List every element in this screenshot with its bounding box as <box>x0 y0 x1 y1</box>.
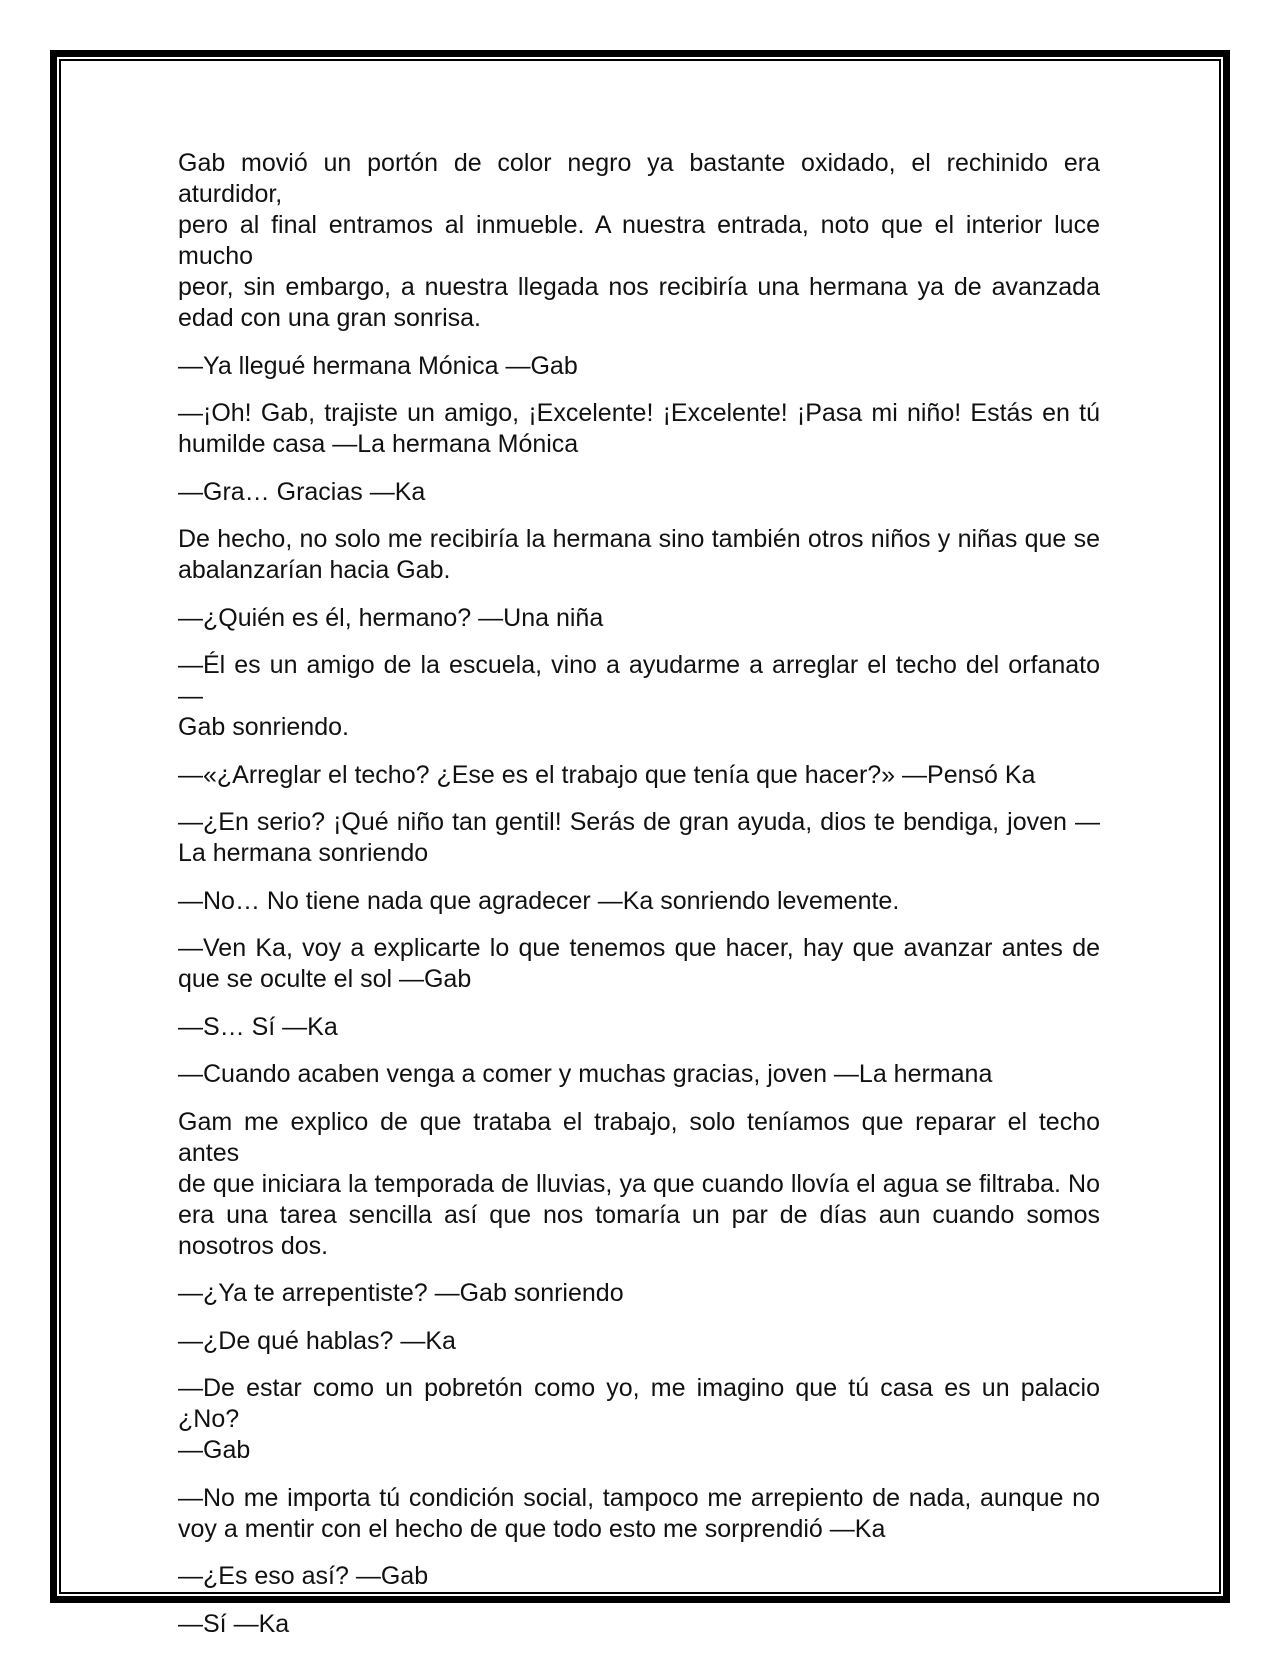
document-body <box>178 148 1100 1656</box>
paragraph <box>178 886 1100 917</box>
text-line: —Él es un amigo de la escuela, vino a ayudarme a arreglar el techo del orfanato — <box>178 651 1100 710</box>
text-line: nosotros dos. <box>178 1231 329 1260</box>
paragraph <box>178 1012 1100 1043</box>
text-line: Gam me explico de que trataba el trabajo, solo teníamos que reparar el techo antes <box>178 1107 1100 1167</box>
text-line: —¿Quién es él, hermano? —Una niña <box>178 603 604 632</box>
paragraph <box>178 1107 1100 1262</box>
text-line: —Cuando acaben venga a comer y muchas gracias, joven —La hermana <box>178 1060 993 1088</box>
paragraph <box>178 1373 1100 1466</box>
paragraph <box>178 807 1100 869</box>
text-line: —No me importa tú condición social, tampoco me arrepiento de nada, aunque no <box>178 1483 1100 1512</box>
text-line: —¿De qué hablas? —Ka <box>178 1326 456 1355</box>
paragraph <box>178 477 1100 508</box>
text-line: —S… Sí —Ka <box>178 1012 338 1041</box>
text-line: De hecho, no solo me recibiría la hermana sino también otros niños y niñas que se <box>178 525 1100 553</box>
text-line: peor, sin embargo, a nuestra llegada nos recibiría una hermana ya de avanzada <box>178 273 1100 301</box>
text-line: que se oculte el sol —Gab <box>178 965 472 993</box>
paragraph <box>178 1278 1100 1309</box>
paragraph <box>178 650 1100 743</box>
paragraph <box>178 1609 1100 1640</box>
text-line: humilde casa —La hermana Mónica <box>178 430 579 458</box>
paragraph <box>178 933 1100 995</box>
text-line: voy a mentir con el hecho de que todo esto me sorprendió —Ka <box>178 1514 886 1543</box>
paragraph <box>178 603 1100 634</box>
text-line: —¿Ya te arrepentiste? —Gab sonriendo <box>178 1279 624 1307</box>
text-line: Gab sonriendo. <box>178 713 349 741</box>
text-line: —¿En serio? ¡Qué niño tan gentil! Serás de gran ayuda, dios te bendiga, joven — <box>178 808 1100 836</box>
paragraph <box>178 1561 1100 1592</box>
paragraph <box>178 1059 1100 1090</box>
paragraph <box>178 524 1100 586</box>
text-line: —Sí —Ka <box>178 1609 290 1638</box>
text-line: edad con una gran sonrisa. <box>178 304 481 332</box>
text-line: pero al final entramos al inmueble. A nuestra entrada, noto que el interior luce mucho <box>178 211 1100 270</box>
paragraph <box>178 1326 1100 1357</box>
paragraph <box>178 148 1100 334</box>
text-line: —«¿Arreglar el techo? ¿Ese es el trabajo que tenía que hacer?» —Pensó Ka <box>178 760 1036 789</box>
text-line: era una tarea sencilla así que nos tomaría un par de días aun cuando somos <box>178 1200 1100 1229</box>
paragraph <box>178 760 1100 791</box>
text-line: —Ya llegué hermana Mónica —Gab <box>178 351 578 380</box>
text-line: —Ven Ka, voy a explicarte lo que tenemos que hacer, hay que avanzar antes de <box>178 934 1100 962</box>
paragraph <box>178 398 1100 460</box>
text-line: —Gab <box>178 1436 251 1464</box>
text-line: La hermana sonriendo <box>178 839 429 867</box>
paragraph <box>178 1483 1100 1545</box>
paragraph <box>178 351 1100 382</box>
text-line: —¡Oh! Gab, trajiste un amigo, ¡Excelente! ¡Excelente! ¡Pasa mi niño! Estás en tú <box>178 399 1100 427</box>
text-line: de que iniciara la temporada de lluvias, ya que cuando llovía el agua se filtraba. No <box>178 1169 1100 1198</box>
text-line: —De estar como un pobretón como yo, me imagino que tú casa es un palacio ¿No? <box>178 1374 1100 1433</box>
text-line: Gab movió un portón de color negro ya bastante oxidado, el rechinido era aturdidor, <box>178 149 1100 208</box>
text-line: —¿Es eso así? —Gab <box>178 1562 429 1590</box>
text-line: —No… No tiene nada que agradecer —Ka sonriendo levemente. <box>178 886 900 915</box>
text-line: —Gra… Gracias —Ka <box>178 477 426 506</box>
text-line: abalanzarían hacia Gab. <box>178 556 451 584</box>
